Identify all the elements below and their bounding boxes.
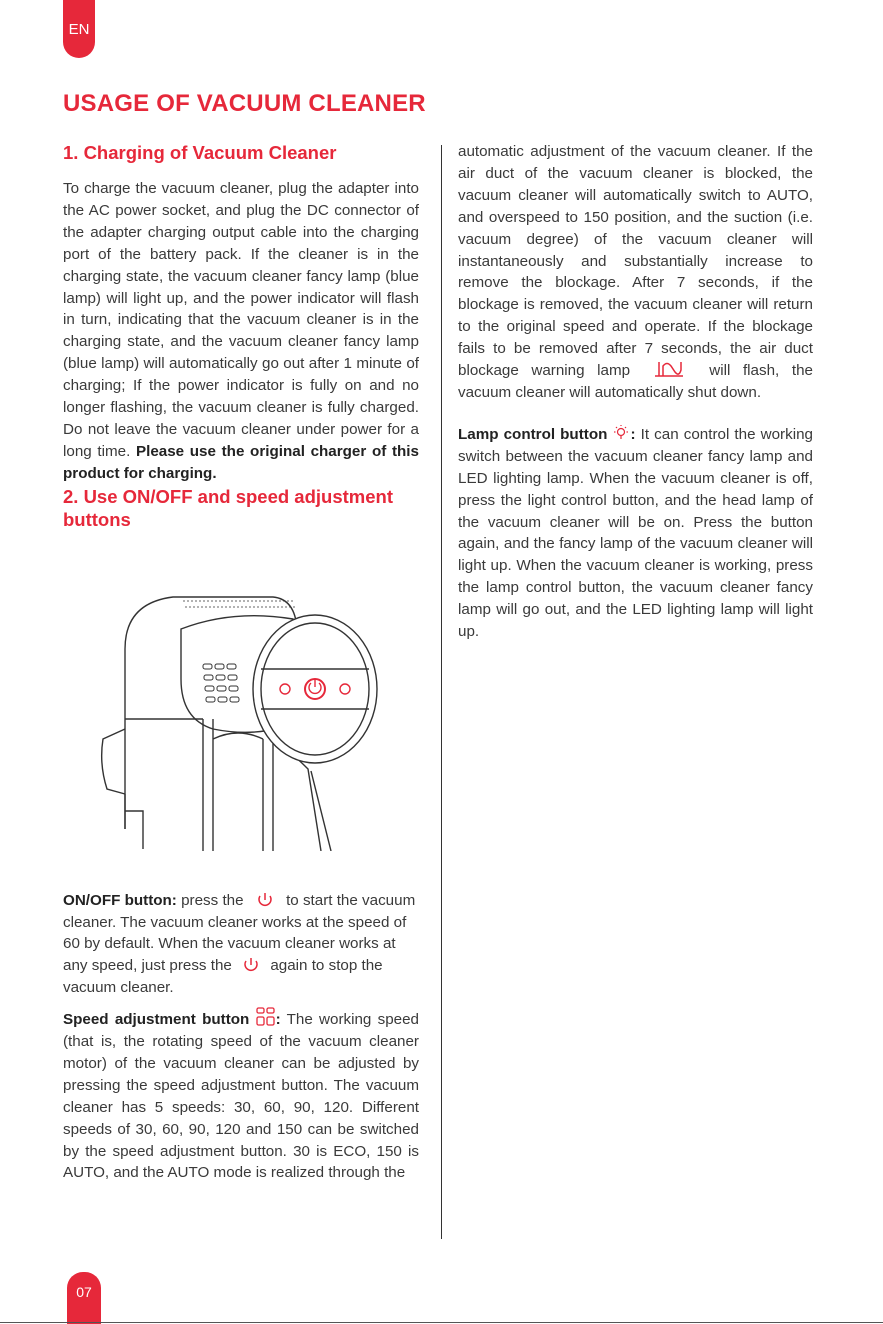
- speed-icon: [256, 1007, 276, 1027]
- speed-text: The working speed (that is, the rotating speed of the vacuum cleaner motor) of the vacuum cleaner can be adjusted by pressing the speed adjustment button. The vacuum cleaner has 5 speeds: 30, 60, 90, 120. Different speeds of 30, 60, 90, 120 and 150 can be switched by the speed adjustment button. 30 is ECO, 150 is AUTO, and the AUTO mode is realized through the: [63, 1011, 419, 1182]
- bottom-rule: [0, 1322, 883, 1323]
- section-1-body: [63, 178, 419, 485]
- speed-paragraph: Speed adjustment button : The working speed (that is, the rotating speed of the vacuum cleaner motor) of the vacuum cleaner can be adjusted by pressing the speed adjustment button. The vacuum cleaner has 5 speeds: 30, 60, 90, 120. Different speeds of 30, 60, 90, 120 and 150 can be switched by the speed adjustment button. 30 is ECO, 150 is AUTO, and the AUTO mode is realized through the: [63, 1007, 419, 1184]
- speed-continued-end: will flash, the vacuum cleaner will automatically shut down.: [458, 362, 813, 401]
- onoff-text-1: press the: [181, 891, 244, 909]
- onoff-text-3: again to stop the vacuum cleaner.: [63, 957, 383, 997]
- speed-label: Speed adjustment button: [63, 1011, 250, 1029]
- section-1-heading: 1. Charging of Vacuum Cleaner: [63, 142, 337, 163]
- blockage-warning-icon: [643, 360, 697, 378]
- page-title: USAGE OF VACUUM CLEANER: [63, 90, 426, 117]
- lamp-text: It can control the working switch between the vacuum cleaner fancy lamp and LED lighting lamp. When the vacuum cleaner is off, press the light control button, and the head lamp of the vacuum cleaner will be on. Press the button again, and the fancy lamp of the vacuum cleaner will light up. When the vacuum cleaner is working, press the lamp control button, the vacuum cleaner fancy lamp will go out, and the LED lighting lamp will light up.: [458, 425, 813, 641]
- right-column: [458, 141, 813, 643]
- left-column: [63, 141, 419, 1184]
- lamp-label: Lamp control button: [458, 425, 608, 443]
- speed-continued-text: automatic adjustment of the vacuum cleaner. If the air duct of the vacuum cleaner is blocked, the vacuum cleaner will automatically switch to AUTO, and overspeed to 150 position, and the suction (i.e. vacuum degree) of the vacuum cleaner will instantaneously and substantially increase to remove the blockage. After 7 seconds, if the blockage is removed, the vacuum cleaner will return to the original speed and operate. If the blockage fails to be removed after 7 seconds, the air duct blockage warning lamp: [458, 143, 813, 380]
- vacuum-illustration: [63, 589, 419, 851]
- lamp-icon: [612, 424, 630, 442]
- page-number: 07: [67, 1272, 101, 1324]
- onoff-label: ON/OFF button:: [63, 891, 177, 909]
- section-2-heading: 2. Use ON/OFF and speed adjustment buttons: [63, 485, 393, 530]
- lamp-paragraph: Lamp control button : It can control the working switch between the vacuum cleaner fancy lamp and LED lighting lamp. When the vacuum cleaner is off, press the light control button, and the head lamp of the vacuum cleaner will be on. Press the button again, and the fancy lamp of the vacuum cleaner will light up. When the vacuum cleaner is working, press the lamp control button, the vacuum cleaner fancy lamp will go out, and the LED lighting lamp will light up.: [458, 425, 813, 641]
- speed-continued: [458, 141, 813, 404]
- onoff-text-2: to start the vacuum cleaner. The vacuum cleaner works at the speed of 60 by default. When the vacuum cleaner works at any speed, just press the: [63, 891, 416, 975]
- power-icon: [248, 892, 282, 908]
- column-divider: [441, 145, 442, 1239]
- power-icon: [236, 957, 266, 973]
- language-tab: EN: [63, 0, 95, 58]
- charger-note: Please use the original charger of this product for charging.: [63, 442, 419, 482]
- onoff-paragraph: [63, 890, 419, 1000]
- charging-text: To charge the vacuum cleaner, plug the adapter into the AC power socket, and plug the DC connector of the adapter charging output cable into the charging port of the battery pack. If the cleaner is in the charging state, the vacuum cleaner fancy lamp (blue lamp) will light up, and the power indicator will flash in turn, indicating that the vacuum cleaner is in the charging state, and the vacuum cleaner fancy lamp (blue lamp) will automatically go out after 1 minute of charging; If the power indicator is fully on and no longer flashing, the vacuum cleaner is fully charged. Do not leave the vacuum cleaner under power for a long time.: [63, 180, 419, 460]
